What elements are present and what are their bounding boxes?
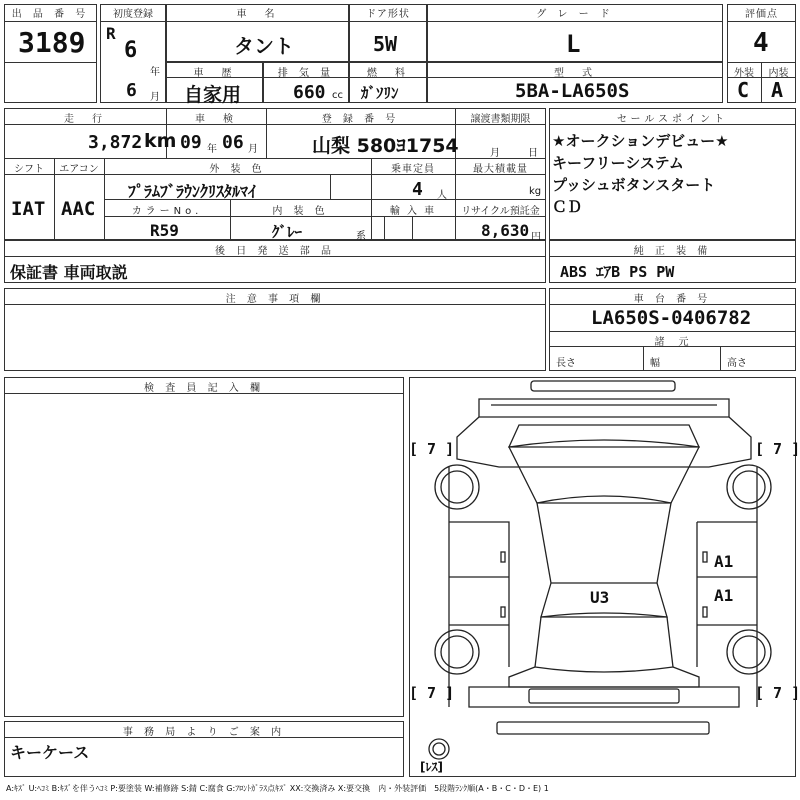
colorno-label: カラーNo.	[131, 206, 203, 217]
grade-value: L	[566, 30, 581, 58]
ext-value: C	[737, 78, 750, 102]
colorno-value: R59	[150, 221, 179, 240]
grade-label: グ レ ー ド	[536, 9, 614, 20]
shift-label: シフト	[14, 164, 44, 175]
disp-unit: cc	[332, 90, 343, 101]
recycle-unit: 円	[531, 232, 541, 243]
load-label: 最大積載量	[473, 164, 528, 175]
model-value: 5BA-LA650S	[515, 80, 630, 102]
car-body-diagram	[409, 377, 796, 777]
disp-value: 660	[293, 82, 326, 103]
damage-mark: A1	[714, 552, 734, 571]
int-value: A	[771, 78, 784, 102]
spec-label: 諸 元	[654, 337, 691, 348]
capacity-label: 乗車定員	[391, 164, 435, 175]
inspector-box	[4, 377, 404, 717]
interior-label: 内 装 色	[272, 206, 329, 217]
disp-label: 排 気 量	[277, 68, 335, 79]
damage-mark: U3	[590, 588, 610, 607]
color-label: 外 装 色	[209, 164, 266, 175]
reg-label: 初度登録	[113, 9, 153, 20]
height-label: 高さ	[727, 358, 747, 369]
sales-label: セールスポイント	[616, 114, 729, 125]
transfer-label: 譲渡書類期限	[470, 114, 531, 125]
history-value: 自家用	[184, 84, 242, 106]
sales-item: プッシュボタンスタート	[552, 176, 716, 194]
insp-month-unit: 月	[248, 144, 258, 155]
spare-tire-label: [ﾚｽ]	[420, 760, 443, 774]
name-label: 車 名	[236, 9, 279, 20]
door-label: ドア形状	[366, 9, 410, 20]
import-label: 輸 入 車	[389, 206, 437, 217]
capacity-value: 4	[412, 179, 423, 200]
history-label: 車 歴	[193, 68, 236, 79]
sales-item: ★オークションデビュー★	[552, 132, 729, 150]
door-value: 5W	[373, 32, 398, 56]
insp-year-unit: 年	[207, 144, 217, 155]
office-value: キーケース	[10, 743, 90, 762]
mileage-value: 3,872	[88, 132, 143, 153]
reg-era: R	[106, 24, 116, 43]
office-label: 事 務 局 よ り ご 案 内	[122, 727, 286, 738]
tire-front-left: [ 7 ]	[409, 440, 455, 458]
ac-value: AAC	[61, 198, 96, 220]
genuine-label: 純 正 装 備	[633, 246, 712, 257]
transfer-day: 日	[528, 148, 538, 159]
sales-item: ＣＤ	[552, 198, 583, 216]
tire-rear-left: [ 7 ]	[409, 684, 455, 702]
tire-rear-right: [ 7 ]	[755, 684, 800, 702]
reg-month: 6	[126, 80, 137, 101]
capacity-unit: 人	[437, 190, 447, 201]
interior-suffix: 系	[356, 231, 366, 242]
model-label: 型 式	[554, 68, 596, 79]
reg-month-unit: 月	[150, 92, 160, 103]
insp-year: 09	[180, 132, 202, 153]
transfer-month: 月	[490, 148, 500, 159]
later-parts-value: 保証書 車両取説	[10, 263, 128, 282]
chassis-value: LA650S-0406782	[591, 307, 752, 329]
mileage-unit: km	[144, 130, 177, 152]
chassis-label: 車 台 番 号	[633, 294, 712, 305]
sales-item: キーフリーシステム	[552, 154, 684, 172]
car-name: タント	[234, 34, 294, 58]
legend-text: A:ｷｽﾞ U:ﾍｺﾐ B:ｷｽﾞを伴うﾍｺﾐ P:要塗装 W:補修跡 S:錆 C:腐食 G:ﾌﾛﾝﾄｶﾞﾗｽ点ｷｽﾞ XX:交換済み X:要交換 内・外装評価 5段階ﾗﾝｸ順(A・B・C・D・E) 1	[6, 784, 549, 793]
insp-month: 06	[222, 132, 244, 153]
later-parts-label: 後 日 発 送 部 品	[215, 246, 335, 257]
inspector-label: 検 査 員 記 入 欄	[144, 383, 264, 394]
score-value: 4	[753, 28, 769, 58]
ext-label: 外装	[734, 68, 754, 79]
lot-label: 出 品 番 号	[11, 9, 90, 20]
plate-label: 登 録 番 号	[321, 114, 400, 125]
width-label: 幅	[650, 358, 660, 369]
ac-label: エアコン	[59, 164, 99, 175]
inspection-label: 車 検	[195, 114, 237, 125]
fuel-value: ｶﾞｿﾘﾝ	[361, 84, 399, 102]
color-value: ﾌﾟﾗﾑﾌﾞﾗｳﾝｸﾘｽﾀﾙﾏｲ	[128, 182, 257, 201]
shift-value: IAT	[11, 198, 46, 220]
mileage-label: 走 行	[64, 114, 106, 125]
interior-value: ｸﾞﾚｰ	[272, 223, 303, 241]
fuel-label: 燃 料	[367, 68, 409, 79]
recycle-value: 8,630	[481, 221, 530, 240]
int-label: 内装	[768, 68, 789, 79]
plate-value: 山梨 580ﾖ1754	[312, 135, 459, 157]
tire-front-right: [ 7 ]	[755, 440, 800, 458]
length-label: 長さ	[556, 358, 576, 369]
genuine-value: ABS ｴｱB PS PW	[560, 263, 675, 281]
load-unit: kg	[529, 186, 542, 197]
recycle-label: リサイクル預託金	[461, 206, 540, 217]
reg-year-unit: 年	[150, 67, 160, 78]
score-label: 評価点	[745, 9, 778, 20]
reg-year: 6	[124, 38, 138, 63]
notes-label: 注 意 事 項 欄	[225, 294, 325, 305]
damage-mark: A1	[714, 586, 734, 605]
lot-number: 3189	[18, 26, 86, 59]
